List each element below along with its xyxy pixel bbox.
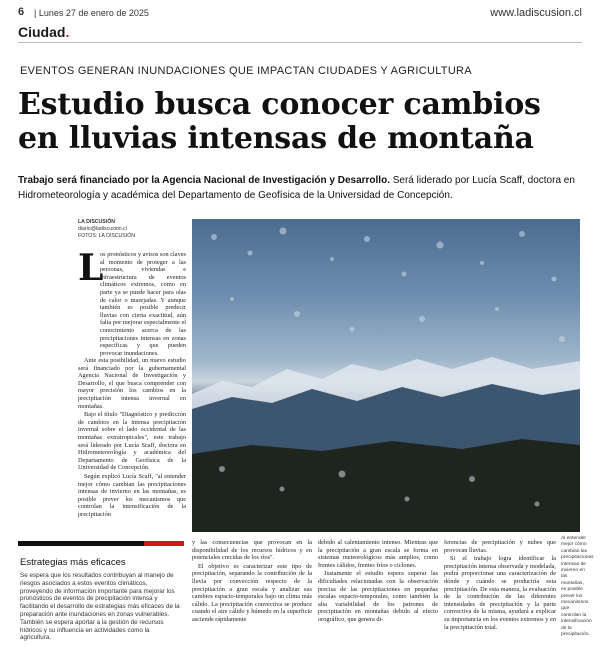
sidebar-text: Se espera que los resultados contribuyan al manejo de riesgos asociados a estos eventos climáticos, proveyendo de información importante para mejorar los pronósticos de eventos de precipitación intensa y facilitando el desarrollo de estrategias más eficaces de la preparación ante inundaciones en zonas vulnerables. También se espera aportar a la gestión de recursos hídricos y su influencia en actividades como la agricultura.	[20, 572, 180, 642]
article-column-2	[192, 539, 312, 625]
photo-scene	[192, 219, 580, 532]
lede-paragraph: os pronósticos y avisos son claves al momento de proteger a las personas, viviendas e infraestructura de eventos climáticos extremos, como en parte ya se puede hacer para olas de calor o marejadas. Y aunque también es posible predecir lluvias con cierta exactitud, aún falta por mejorar especialmente el conocimiento acerca de las precipitaciones intensas en zonas específicas y que pueden provocar inundaciones.	[100, 251, 186, 357]
credit-email: diario@ladiscusion.cl	[78, 226, 127, 232]
pull-quote: Al entender mejor cómo cambian las precipitaciones intensas de invierno en las montañas, es posible prever los mecanismos que controlan la intensificación de la precipitación.	[561, 536, 594, 638]
credit-photo: FOTOS: LA DISCUSIÓN	[78, 233, 135, 239]
body-paragraph: Justamente el estudio espera superar las dificultades relacionadas con la observación precisa de las precipitaciones en pequeñas escalas espacio-temporales, como también la alta variabilidad de los patrones de precipitación en montañas debido al efecto orográfico, que genera di-	[318, 570, 438, 623]
headline: Estudio busca conocer cambios en lluvias intensas de montaña	[18, 87, 541, 156]
byline	[78, 219, 135, 240]
credit-outlet: LA DISCUSIÓN	[78, 219, 115, 225]
body-paragraph: Bajo el título "Diagnóstico y predicción de cambios en la intensa precipitación invernal sobre el lado occidental de las montañas extratropicales", este trabajo será liderado por Lucía Scaff, doctora en Hidrometeorología y académica del Departamento de Geofísica de la Universidad de Concepción.	[78, 411, 186, 472]
page-header	[18, 6, 582, 22]
sidebar-title: Estrategias más eficaces	[20, 557, 126, 568]
header-divider	[18, 42, 582, 43]
body-paragraph: Según explicó Lucía Scaff, "al entender mejor cómo cambian las precipitaciones intensas de invierno en las montañas, es posible prever los mecanismos que controlan la intensificación de la precipitación	[78, 472, 186, 518]
body-paragraph: debido al calentamiento intenso. Mientras que la precipitación a gran escala se forma en sistemas meteorológicos más amplios, como frentes cálidos, frentes fríos o ciclones.	[318, 539, 438, 569]
rain-window-mountain-photo	[192, 219, 580, 532]
subtitle	[18, 173, 586, 203]
kicker: EVENTOS GENERAN INUNDACIONES QUE IMPACTAN CIUDADES Y AGRICULTURA	[20, 65, 472, 77]
subtitle-lead: Trabajo será financiado por la Agencia Nacional de Investigación y Desarrollo.	[18, 175, 390, 186]
body-paragraph: ferencias de precipitación y nubes que provocan lluvias.	[444, 539, 556, 554]
site-url[interactable]: www.ladiscusion.cl	[490, 7, 582, 19]
article-column-3	[318, 539, 438, 625]
subtitle-rest: Será liderado por Lucía Scaff, doctora en Hidrometeorología y académica del Departamento de Geofísica de la Universidad de Concepción.	[18, 175, 575, 201]
drop-cap: L	[78, 247, 104, 289]
article-lede	[100, 251, 186, 358]
sidebar-rule	[18, 541, 184, 546]
body-paragraph: y las consecuencias que provocan en la disponibilidad de los recursos hídricos y en potenciales crecidas de los ríos".	[192, 539, 312, 562]
body-paragraph: El objetivo es caracterizar este tipo de precipitación, separando la contribución de la lluvia por convección respecto de la precipitación a gran escala y analizar sus cambios espacio-temporales bajo un clima más cálido. La precipitación convectiva se produce cuando el aire cálido y húmedo en la superficie asciende rápidamente	[192, 562, 312, 623]
body-paragraph: Ante esta posibilidad, un nuevo estudio será financiado por la gubernamental Agencia Nacional de Investigación y Desarrollo, el que busca comprender con mayor precisión los cambios en la precipitación intensa invernal en montañas.	[78, 357, 186, 410]
page-number: 6	[18, 6, 25, 18]
issue-date: | Lunes 27 de enero de 2025	[34, 8, 149, 18]
article-column-1	[78, 357, 186, 519]
body-paragraph: Si el trabajo logra identificar la precipitación intensa observada y modelada, podrá proporcionar una caracterización de dónde y cuándo se produciría esta precipitación. De esta manera, la evaluación de la contribución de las diferentes intensidades de precipitación y la parte convectiva de la misma, ayudará a explicar su importancia en los eventos extremos y en la precipitación total.	[444, 555, 556, 631]
article-column-4	[444, 539, 556, 632]
section-label: Ciudad.	[18, 24, 70, 40]
